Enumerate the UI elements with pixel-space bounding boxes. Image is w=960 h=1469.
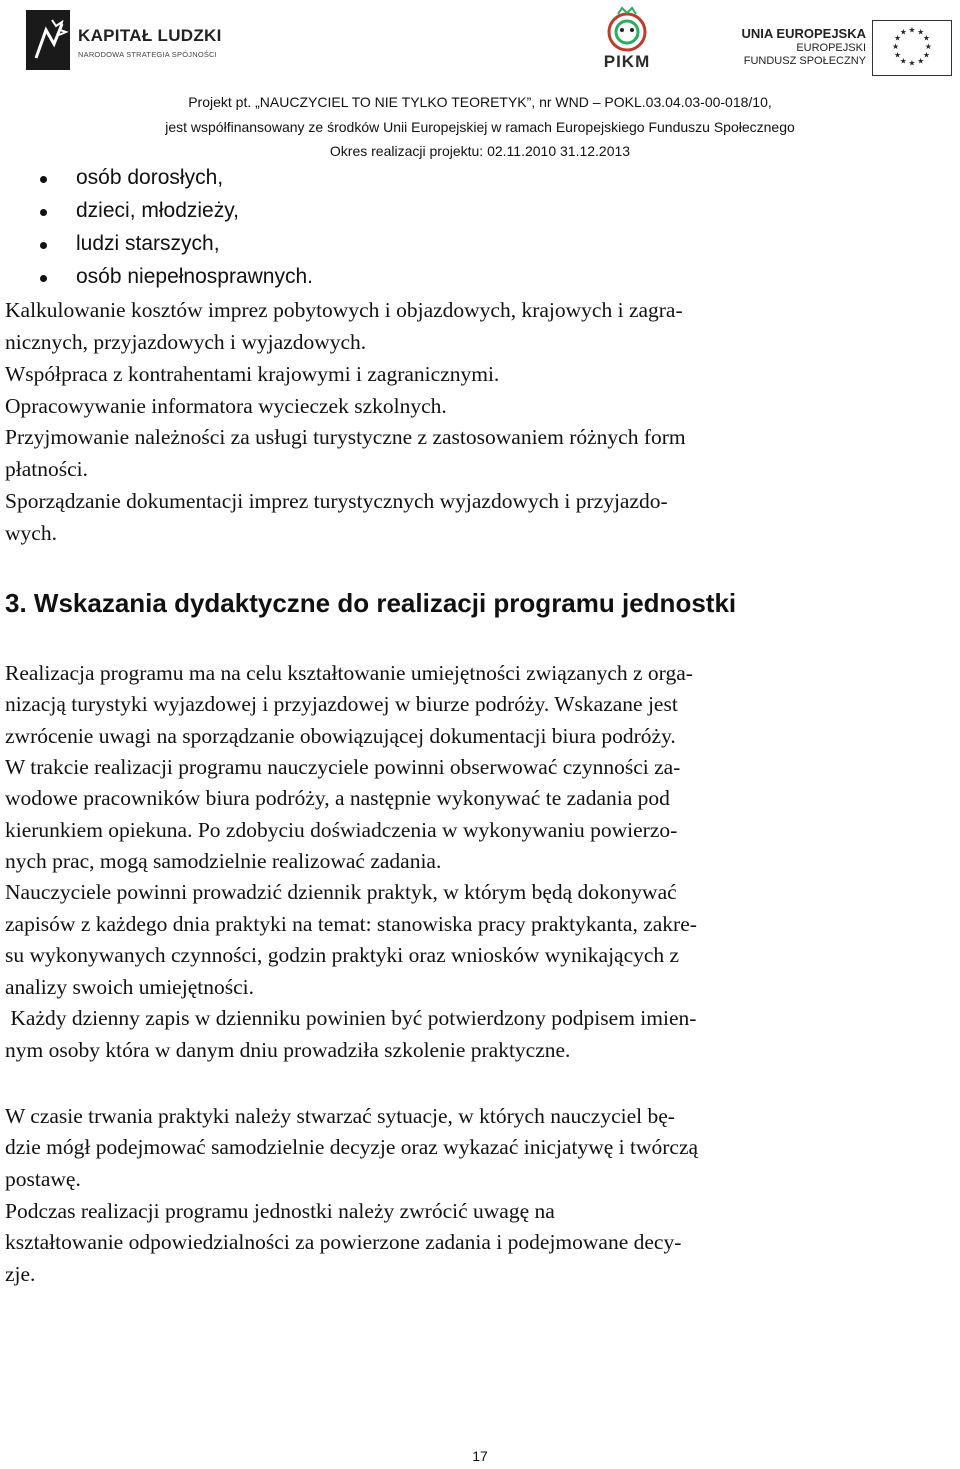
header-logos <box>0 0 960 90</box>
svg-text:★: ★ <box>899 56 907 66</box>
pikm-logo <box>598 6 656 72</box>
text-line: zapisów z każdego dnia praktyki na temat: stanowiska pracy praktykanta, zakre- <box>5 912 697 936</box>
text-line: wodowe pracowników biura podróży, a następnie wykonywać te zadania pod <box>5 786 670 810</box>
text-line: Realizacja programu ma na celu kształtowanie umiejętności związanych z orga- <box>5 661 693 685</box>
text-line: su wykonywanych czynności, godzin praktyki oraz wniosków wynikających z <box>5 943 680 967</box>
svg-text:★: ★ <box>899 27 907 37</box>
svg-text:★: ★ <box>894 50 901 60</box>
text-line: kierunkiem opiekuna. Po zdobyciu doświadczenia w wykonywaniu powierzo- <box>5 818 678 842</box>
text-line: nym osoby która w danym dniu prowadziła szkolenie praktyczne. <box>5 1038 571 1062</box>
svg-text:★: ★ <box>892 41 900 51</box>
project-line-3: Okres realizacji projektu: 02.11.2010 31.12.2013 <box>329 143 631 159</box>
bullet-icon <box>40 176 47 183</box>
text-line: W trakcie realizacji programu nauczyciele powinni obserwować czynności za- <box>5 755 681 779</box>
kapital-ludzki-subtitle: NARODOWA STRATEGIA SPÓJNOŚCI <box>78 50 217 59</box>
pikm-emblem-icon <box>598 6 656 54</box>
text-line: zwrócenie uwagi na sporządzanie obowiązującej dokumentacji biura podróży. <box>5 724 676 748</box>
text-line: nych prac, mogą samodzielnie realizować zadania. <box>5 849 442 873</box>
svg-text:★: ★ <box>923 33 930 43</box>
svg-text:★: ★ <box>908 25 916 35</box>
text-line: zje. <box>5 1262 36 1286</box>
text-line: nizacją turystyki wyjazdowej i przyjazdowej w biurze podróży. Wskazane jest <box>5 692 678 716</box>
text-line: W czasie trwania praktyki należy stwarzać sytuacje, w których nauczyciel bę- <box>5 1104 675 1128</box>
bullet-icon <box>40 209 47 216</box>
kapital-ludzki-mark-icon <box>26 10 70 70</box>
text-line: analizy swoich umiejętności. <box>5 975 254 999</box>
text-line: postawę. <box>5 1167 81 1191</box>
text-line: Sporządzanie dokumentacji imprez turystycznych wyjazdowych i przyjazdo- <box>5 489 668 513</box>
text-line: nicznych, przyjazdowych i wyjazdowych. <box>5 330 367 354</box>
svg-text:★: ★ <box>923 50 930 60</box>
svg-text:★: ★ <box>917 27 925 37</box>
text-line: kształtowanie odpowiedzialności za powierzone zadania i podejmowane decy- <box>5 1230 682 1254</box>
eu-flag-icon <box>872 20 952 76</box>
eu-logo <box>741 22 952 78</box>
eu-line-2: EUROPEJSKI <box>796 42 866 54</box>
text-line: Przyjmowanie należności za usługi turystyczne z zastosowaniem różnych form <box>5 425 686 449</box>
eu-line-1: UNIA EUROPEJSKA <box>741 26 866 41</box>
svg-text:★: ★ <box>917 56 925 66</box>
svg-text:★: ★ <box>894 33 901 43</box>
project-line-2: jest współfinansowany ze środków Unii Europejskiej w ramach Europejskiego Funduszu Społecznego <box>165 119 795 135</box>
text-line: Opracowywanie informatora wycieczek szkolnych. <box>5 394 447 418</box>
kapital-ludzki-title: KAPITAŁ LUDZKI <box>78 26 222 45</box>
text-line: Nauczyciele powinni prowadzić dziennik praktyk, w którym będą dokonywać <box>5 880 677 904</box>
svg-text:★: ★ <box>924 41 932 51</box>
pikm-text: PIKM <box>603 52 651 71</box>
text-line: dzie mógł podejmować samodzielnie decyzje oraz wykazać inicjatywę i twórczą <box>5 1135 699 1159</box>
text-line: Kalkulowanie kosztów imprez pobytowych i objazdowych, krajowych i zagra- <box>5 298 683 322</box>
text-line: Podczas realizacji programu jednostki należy zwrócić uwagę na <box>5 1199 555 1223</box>
bullet-icon <box>40 242 47 249</box>
svg-text:★: ★ <box>908 58 916 68</box>
text-line: Każdy dzienny zapis w dzienniku powinien być potwierdzony podpisem imien- <box>5 1006 697 1030</box>
page-number: 17 <box>472 1448 488 1464</box>
section-heading: 3. Wskazania dydaktyczne do realizacji programu jednostki <box>5 588 737 618</box>
eu-line-3: FUNDUSZ SPOŁECZNY <box>743 55 866 67</box>
text-line: płatności. <box>5 457 88 481</box>
bullet-icon <box>40 275 47 282</box>
project-line-1: Projekt pt. „NAUCZYCIEL TO NIE TYLKO TEORETYK”, nr WND – POKL.03.04.03-00-018/10, <box>188 94 772 110</box>
text-line: Współpraca z kontrahentami krajowymi i zagranicznymi. <box>5 362 500 386</box>
text-line: wych. <box>5 521 57 545</box>
